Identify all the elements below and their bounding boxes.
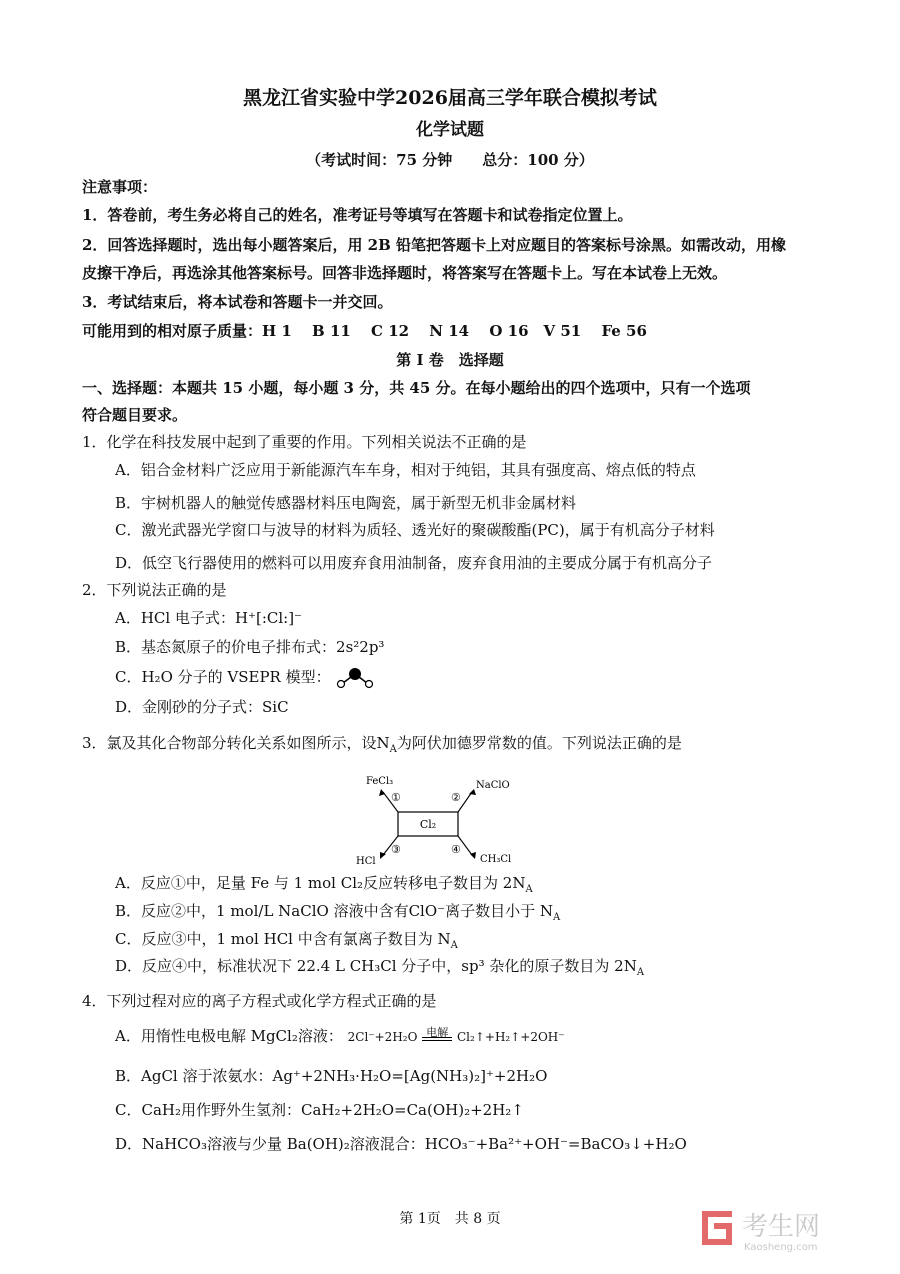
q1-option-c: C．激光武器光学窗口与波导的材料为质轻、透光好的聚碳酸酯(PC)，属于有机高分子材料 [115, 521, 715, 539]
q1-option-d: D．低空飞行器使用的燃料可以用废弃食用油制备，废弃食用油的主要成分属于有机高分子 [115, 554, 713, 572]
reaction-1-number: ① [391, 791, 401, 804]
na-subscript: A [525, 884, 533, 895]
na-subscript: A [552, 912, 561, 923]
q2-stem: 2．下列说法正确的是 [82, 581, 227, 599]
q1-stem: 1．化学在科技发展中起到了重要的作用。下列相关说法不正确的是 [82, 433, 527, 451]
q3-stem [82, 733, 682, 760]
q4-option-a-text: A．用惰性电极电解 MgCl₂溶液： [115, 1027, 343, 1045]
page-footer: 第 1页 共 8 页 [399, 1211, 501, 1227]
chlorine-conversion-diagram [350, 770, 540, 870]
electrolysis-sign [422, 1026, 452, 1041]
q1-option-b: B．宇树机器人的触觉传感器材料压电陶瓷，属于新型无机非金属材料 [115, 494, 577, 512]
notes-heading: 注意事项： [82, 178, 158, 196]
q3-stem-tail: 为阿伏加德罗常数的值。下列说法正确的是 [396, 734, 682, 752]
q2-option-d: D．金刚砂的分子式：SiC [115, 698, 289, 716]
q2-option-b-formula: 2s²2p³ [336, 638, 385, 656]
q4-option-b: B．AgCl 溶于浓氨水：Ag⁺+2NH₃·H₂O=[Ag(NH₃)₂]⁺+2H₂O [115, 1067, 548, 1085]
watermark-logo [700, 1205, 870, 1255]
note-item: 1．答卷前，考生务必将自己的姓名，准考证号等填写在答题卡和试卷指定位置上。 [82, 206, 633, 224]
kaosheng-logo-icon [700, 1205, 870, 1255]
q3-option-b-text: B．反应②中，1 mol/L NaClO 溶液中含有ClO⁻离子数目小于 N [115, 902, 553, 920]
q3-option-b [115, 901, 560, 928]
q4-option-a [115, 1026, 565, 1047]
atomic-masses: 可能用到的相对原子质量：H 1 B 11 C 12 N 14 O 16 V 51 Fe 56 [82, 322, 647, 340]
section-intro-2: 符合题目要求。 [82, 406, 188, 424]
arrow-head-2 [469, 789, 476, 795]
q4-option-c: C．CaH₂用作野外生氢剂：CaH₂+2H₂O=Ca(OH)₂+2H₂↑ [115, 1101, 524, 1119]
q2-option-a-text: A．HCl 电子式： [115, 609, 235, 627]
watermark-brand: 考生网 [742, 1212, 821, 1242]
section-intro: 一、选择题：本题共 15 小题，每小题 3 分，共 45 分。在每小题给出的四个选项中，只有一个选项 [82, 379, 751, 397]
q2-option-c-text: C．H₂O 分子的 VSEPR 模型： [115, 668, 331, 686]
na-subscript: A [636, 967, 645, 978]
q2-option-a-formula: H⁺[:Cl:]⁻ [234, 609, 302, 627]
q3-option-a [115, 873, 533, 900]
q3-stem-text: 3．氯及其化合物部分转化关系如图所示，设N [82, 734, 390, 752]
q4-option-a-eq2: Cl₂↑+H₂↑+2OH⁻ [457, 1030, 565, 1044]
q1-option-a: A．铝合金材料广泛应用于新能源汽车车身，相对于纯铝，其具有强度高、熔点低的特点 [115, 461, 696, 479]
q3-option-d [115, 956, 644, 983]
exam-title: 黑龙江省实验中学2026届高三学年联合模拟考试 [243, 87, 657, 109]
q3-option-c-text: C．反应③中，1 mol HCl 中含有氯离子数目为 N [115, 930, 451, 948]
q2-option-b [115, 637, 384, 657]
q3-stem-sub: A [389, 744, 397, 755]
q4-option-a-eq: 2Cl⁻+2H₂O [347, 1030, 418, 1044]
q3-option-d-text: D．反应④中，标准状况下 22.4 L CH₃Cl 分子中，sp³ 杂化的原子数目为 2N [115, 957, 637, 975]
watermark-url: Kaosheng.com [744, 1242, 818, 1253]
vsepr-model-icon [335, 667, 375, 689]
q2-option-a [115, 608, 302, 628]
note-item: 皮擦干净后，再选涂其他答案标号。回答非选择题时，将答案写在答题卡上。写在本试卷上无效。 [82, 264, 728, 282]
q2-option-c [115, 667, 375, 689]
hcl-label: HCl [356, 856, 376, 867]
note-item: 2．回答选择题时，选出每小题答案后，用 2B 铅笔把答题卡上对应题目的答案标号涂黑。如需改动，用橡 [82, 236, 787, 254]
reaction-2-number: ② [451, 791, 461, 804]
reaction-4-number: ④ [451, 843, 461, 856]
q3-option-a-text: A．反应①中，足量 Fe 与 1 mol Cl₂反应转移电子数目为 2N [115, 874, 526, 892]
exam-subject: 化学试题 [416, 120, 484, 140]
arrow-head-1 [379, 789, 385, 796]
q4-option-d: D．NaHCO₃溶液与少量 Ba(OH)₂溶液混合：HCO₃⁻+Ba²⁺+OH⁻=BaCO₃↓+H₂O [115, 1135, 687, 1153]
section-title: 第 I 卷 选择题 [396, 351, 504, 369]
na-subscript: A [450, 940, 458, 951]
naclo-label: NaClO [476, 780, 510, 791]
q3-option-c [115, 929, 458, 956]
reaction-3-number: ③ [391, 843, 401, 856]
ch3cl-label: CH₃Cl [480, 854, 512, 865]
cl2-label: Cl₂ [419, 818, 437, 831]
exam-info: （考试时间：75 分钟 总分：100 分） [306, 151, 594, 169]
q4-stem: 4．下列过程对应的离子方程式或化学方程式正确的是 [82, 992, 437, 1010]
note-item: 3．考试结束后，将本试卷和答题卡一并交回。 [82, 293, 393, 311]
fecl3-label: FeCl₃ [366, 776, 394, 787]
q2-option-b-text: B．基态氮原子的价电子排布式： [115, 638, 337, 656]
electrolysis-label: 电解 [426, 1026, 449, 1039]
